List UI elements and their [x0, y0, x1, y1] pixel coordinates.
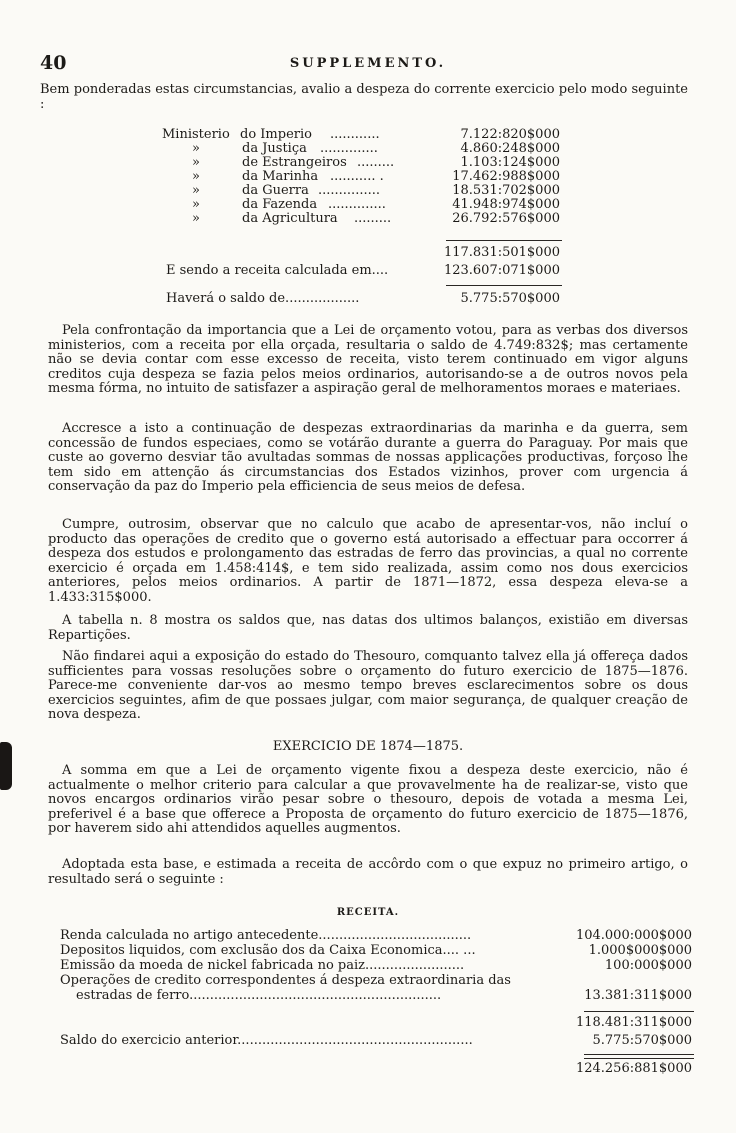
running-title: SUPPLEMENTO. — [289, 56, 447, 71]
receita-saldo-label: Saldo do exercicio anterior......................................................... — [60, 1033, 473, 1048]
ministry-leader: .............. — [328, 197, 386, 212]
ministry-name: da Marinha — [242, 169, 319, 184]
saldo-label: Haverá o saldo de.................. — [166, 291, 360, 306]
ministry-prefix: » — [192, 211, 200, 226]
ministry-name: da Agricultura — [242, 211, 338, 226]
receita-subtotal: 118.481:311$000 — [575, 1015, 692, 1030]
intro-paragraph: Bem ponderadas estas circumstancias, avalio a despeza do corrente exercicio pelo modo seguinte : — [40, 82, 688, 112]
receita-value: 123.607:071$000 — [443, 263, 560, 278]
receita-saldo-value: 5.775:570$000 — [592, 1033, 692, 1048]
ministry-name: do Imperio — [240, 127, 312, 142]
ministry-value: 18.531:702$000 — [452, 183, 560, 198]
sum-rule — [446, 240, 562, 241]
ministry-leader: ............ — [330, 127, 380, 142]
ministry-value: 1.103:124$000 — [460, 155, 560, 170]
total-despeza: 117.831:501$000 — [443, 245, 560, 260]
receita-row-label: Depositos liquidos, com exclusão dos da Caixa Economica.... ... — [60, 943, 476, 958]
sum-rule — [584, 1011, 694, 1012]
page-number: 40 — [40, 52, 67, 74]
ministry-prefix: » — [192, 169, 200, 184]
sum-rule — [446, 285, 562, 286]
ink-blot — [0, 742, 12, 790]
sum-rule — [584, 1054, 694, 1059]
receita-label: E sendo a receita calculada em.... — [166, 263, 389, 278]
ministry-prefix: » — [192, 183, 200, 198]
paragraph: Não findarei aqui a exposição do estado do Thesouro, comquanto talvez ella já offereça dados sufficientes para vossas resoluções sobre o orçamento do futuro exercicio de 1875—1876. Parece-me conveniente dar-vos ao mesmo tempo breves esclarecimentos sobre os dous exercicios seguintes, afim de que possaes julgar, com maior segurança, de qualquer creação de nova despeza. — [48, 649, 688, 723]
receita-row-value: 1.000$000$000 — [588, 943, 692, 958]
ministry-value: 26.792:576$000 — [452, 211, 560, 226]
receita-row-value: 13.381:311$000 — [584, 988, 692, 1003]
ministry-prefix: » — [192, 197, 200, 212]
ministry-prefix: » — [192, 141, 200, 156]
ministry-name: da Guerra — [242, 183, 309, 198]
ministry-value: 41.948:974$000 — [452, 197, 560, 212]
ministry-leader: ......... — [357, 155, 395, 170]
receita-total: 124.256:881$000 — [575, 1061, 692, 1076]
ministry-name: da Fazenda — [242, 197, 318, 212]
receita-row-label: estradas de ferro............................................................. — [76, 988, 442, 1003]
ministry-prefix: Ministerio — [162, 127, 230, 142]
ministry-name: de Estrangeiros — [242, 155, 347, 170]
paragraph: A tabella n. 8 mostra os saldos que, nas datas dos ultimos balanços, existião em diversas Repartições. — [48, 613, 688, 643]
ministry-leader: ............... — [318, 183, 380, 198]
ministry-leader: .............. — [320, 141, 378, 156]
receita-row-value: 100:000$000 — [604, 958, 692, 973]
paragraph: A somma em que a Lei de orçamento vigente fixou a despeza deste exercicio, não é actualmente o melhor criterio para calcular a que provavelmente ha de realizar-se, visto que novos encargos ordinarios virão pesar sobre o thesouro, depois de votada a mesma Lei, preferivel é a base que offerece a Proposta de orçamento do futuro exercicio de 1875—1876, por haverem sido ahi attendidos aquelles augmentos. — [48, 763, 688, 837]
ministry-value: 17.462:988$000 — [452, 169, 560, 184]
receita-row-label: Emissão da moeda de nickel fabricada no paiz........................ — [60, 958, 465, 973]
ministry-leader: ......... — [354, 211, 392, 226]
paragraph: Adoptada esta base, e estimada a receita de accôrdo com o que expuz no primeiro artigo, o resultado será o seguinte : — [48, 857, 688, 887]
receita-row-label: Operações de credito correspondentes á despeza extraordinaria das — [60, 973, 511, 988]
paragraph: Accresce a isto a continuação de despezas extraordinarias da marinha e da guerra, sem concessão de fundos especiaes, como se votárão durante a guerra do Paraguay. Por mais que custe ao governo desviar tão avultadas sommas de nossas applicações productivas, forçoso lhe tem sido em attenção ás circumstancias dos Estados vizinhos, prover com urgencia á conservação da paz do Imperio pela efficiencia de seus meios de defesa. — [48, 421, 688, 495]
receita-row-value: 104.000:000$000 — [575, 928, 692, 943]
receita-row-label: Renda calculada no artigo antecedente..................................... — [60, 928, 472, 943]
ministry-leader: ........... . — [330, 169, 384, 184]
ministry-prefix: » — [192, 155, 200, 170]
paragraph: Pela confrontação da importancia que a Lei de orçamento votou, para as verbas dos diversos ministerios, com a receita por ella orçada, resultaria o saldo de 4.749:832$; mas certamente não se devia contar com esse excesso de receita, visto terem continuado em vigor alguns creditos cuja despeza se fazia pelos meios ordinarios, autorisando-se a de outros novos pela mesma fórma, no intuito de satisfazer a aspiração geral de melhoramentos moraes e materiaes. — [48, 323, 688, 397]
receita-heading: RECEITA. — [336, 907, 400, 918]
ministry-value: 7.122:820$000 — [460, 127, 560, 142]
section-heading: EXERCICIO DE 1874—1875. — [272, 739, 464, 754]
saldo-value: 5.775:570$000 — [460, 291, 560, 306]
ministry-name: da Justiça — [242, 141, 307, 156]
paragraph: Cumpre, outrosim, observar que no calculo que acabo de apresentar-vos, não incluí o producto das operações de credito que o governo está autorisado a effectuar para occorrer á despeza dos estudos e prolongamento das estradas de ferro das provincias, a qual no corrente exercicio é orçada em 1.458:414$, e tem sido realizada, assim como nos dous exercicios anteriores, pelos meios ordinarios. A partir de 1871—1872, essa despeza eleva-se a 1.433:315$000. — [48, 517, 688, 605]
ministry-value: 4.860:248$000 — [460, 141, 560, 156]
